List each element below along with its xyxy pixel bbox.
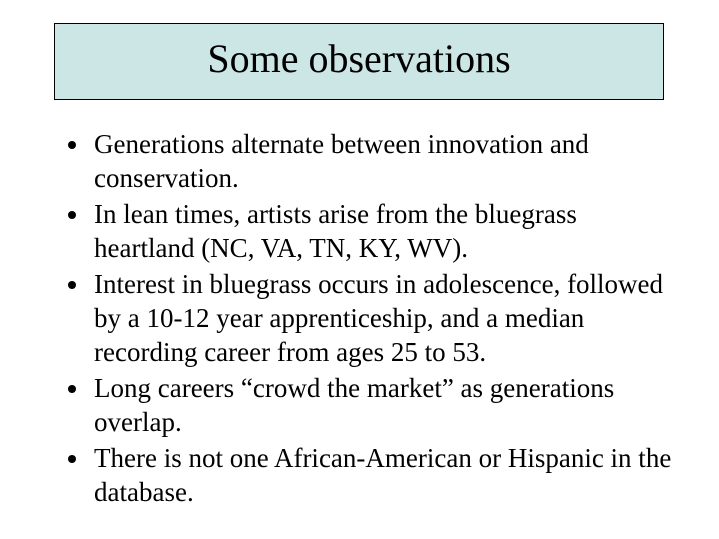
bullet-dot-icon	[68, 455, 76, 463]
title-box	[54, 23, 664, 100]
bullet-text: Generations alternate between innovation and conservation.	[94, 129, 589, 193]
bullet-dot-icon	[68, 385, 76, 393]
bullet-dot-icon	[68, 211, 76, 219]
bullet-item	[60, 197, 680, 265]
bullet-list	[60, 127, 680, 511]
bullet-text: In lean times, artists arise from the bluegrass heartland (NC, VA, TN, KY, WV).	[94, 199, 577, 263]
bullet-text: Long careers “crowd the market” as generations overlap.	[94, 373, 615, 437]
bullet-item	[60, 441, 680, 509]
bullet-item	[60, 127, 680, 195]
bullet-item	[60, 371, 680, 439]
slide-title: Some observations	[207, 35, 511, 81]
bullet-dot-icon	[68, 141, 76, 149]
bullet-dot-icon	[68, 281, 76, 289]
bullet-text: There is not one African-American or Hispanic in the database.	[94, 443, 672, 507]
bullet-text: Interest in bluegrass occurs in adolescence, followed by a 10-12 year apprenticeship, and a median recording career from ages 25 to 53.	[94, 269, 664, 367]
bullet-item	[60, 267, 680, 369]
